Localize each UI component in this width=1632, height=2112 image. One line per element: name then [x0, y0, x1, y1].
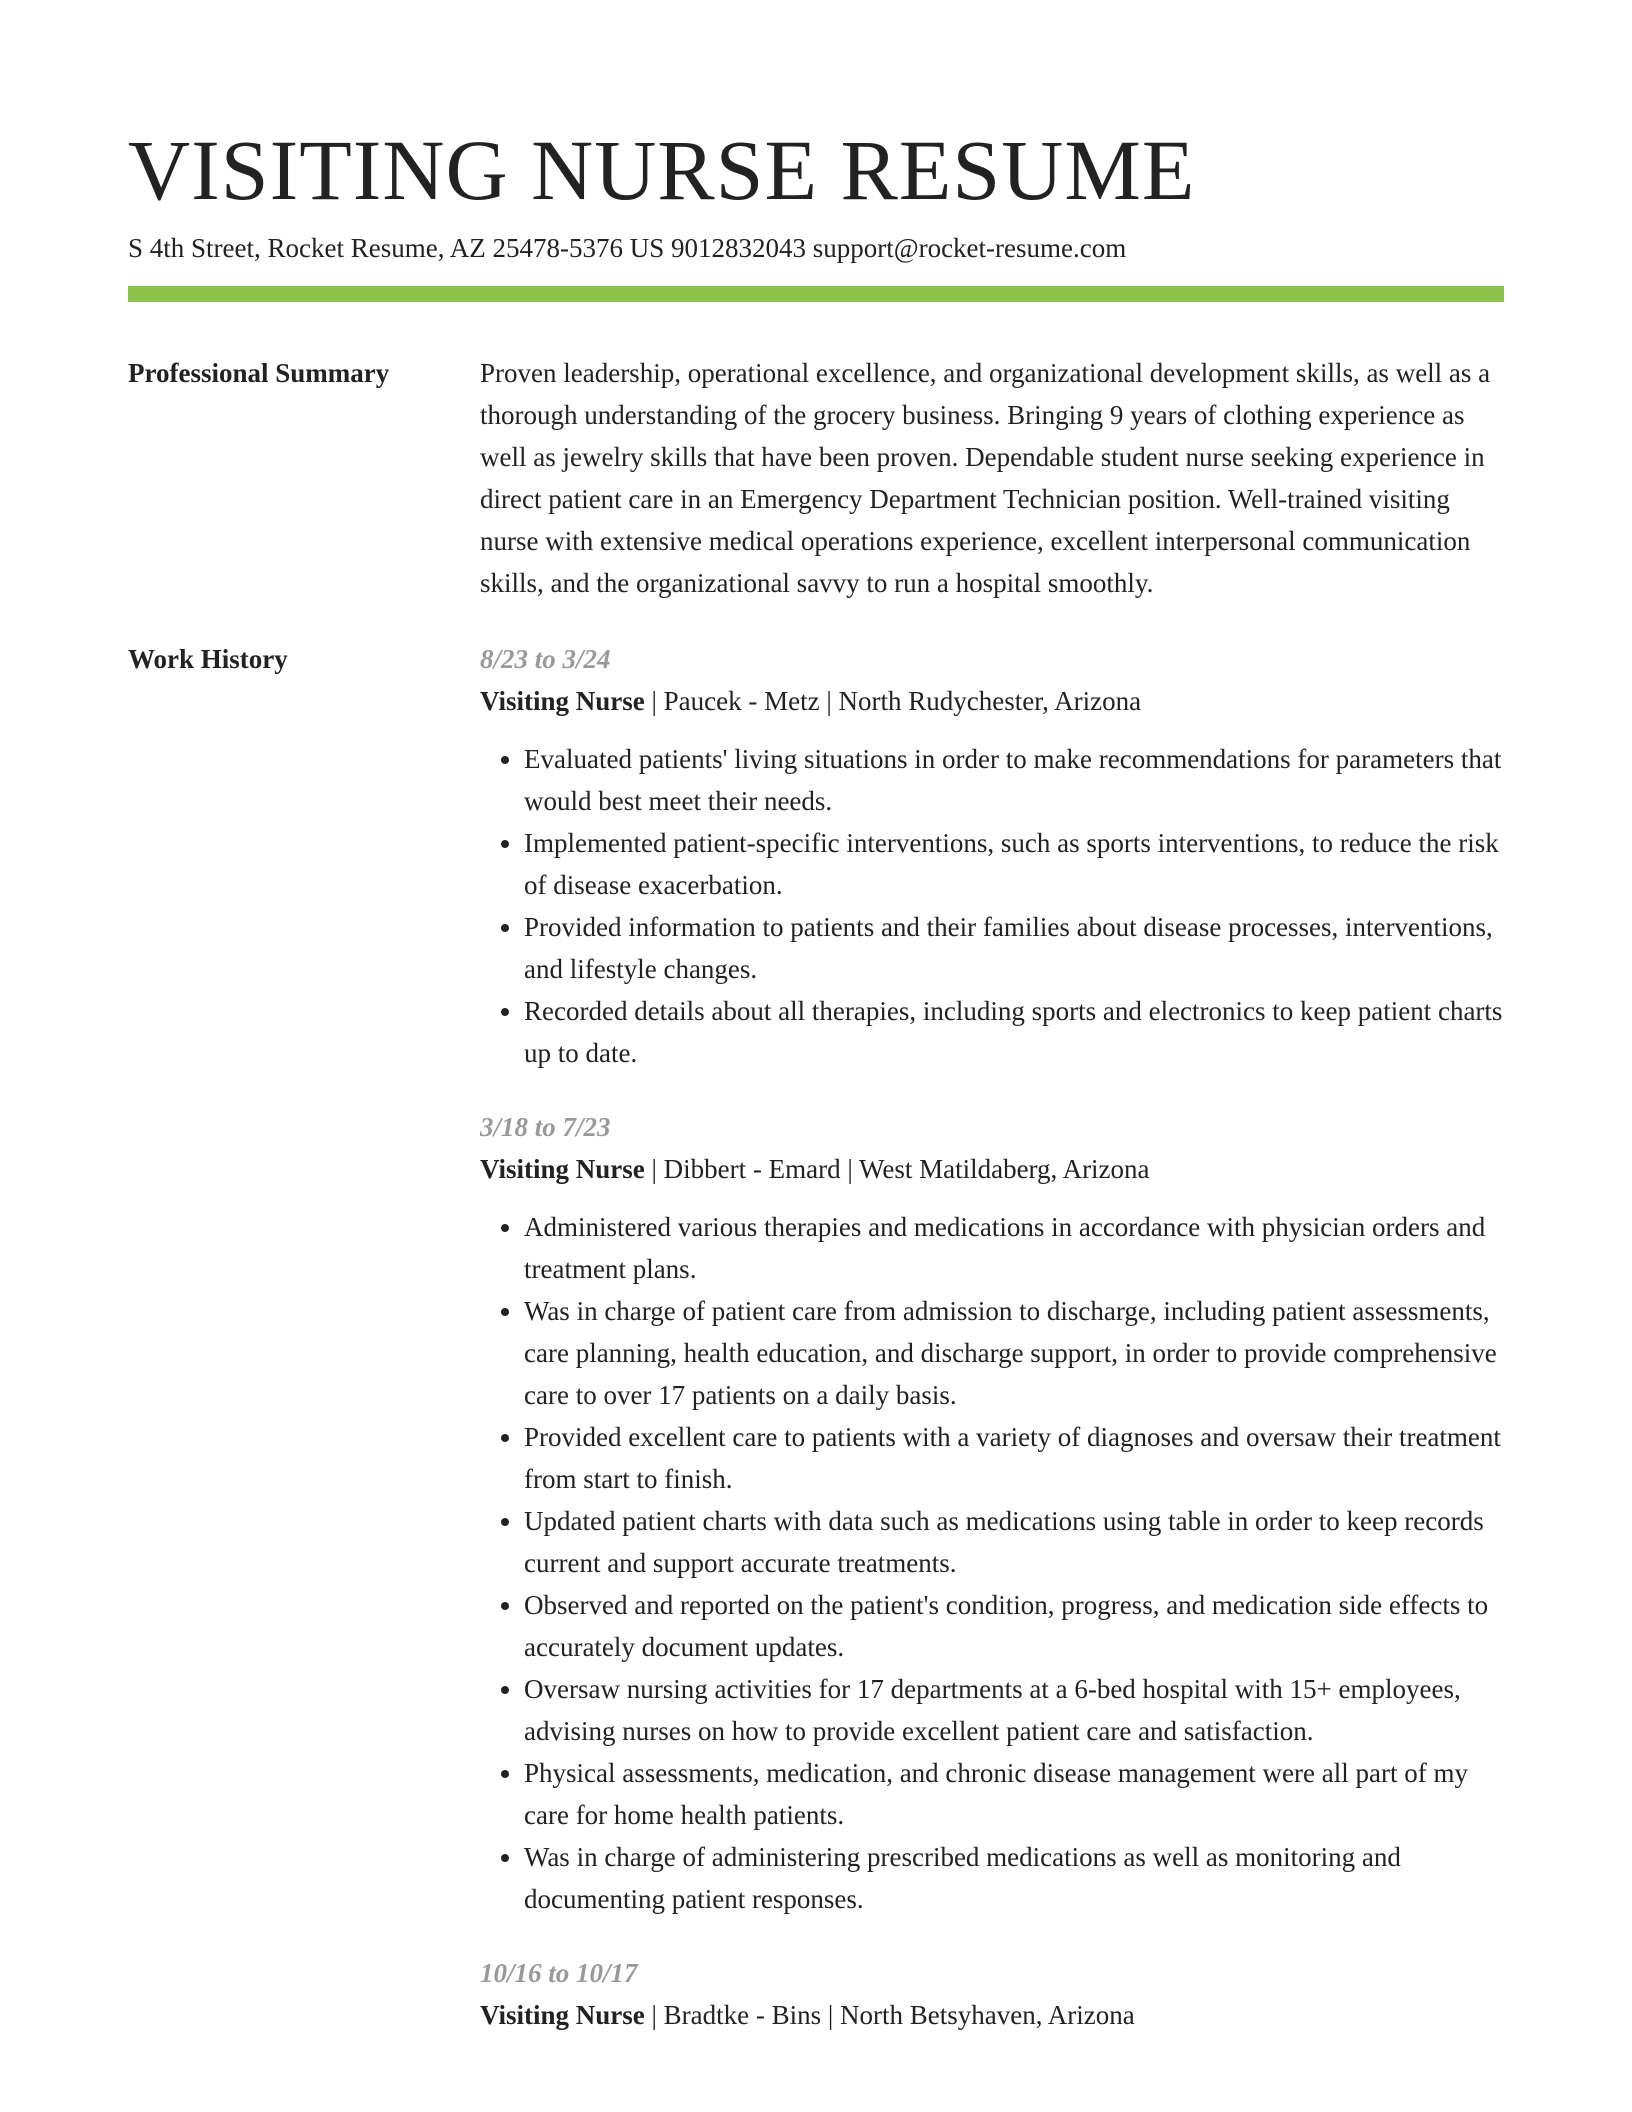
job-bullet: • Observed and reported on the patient's condition, progress, and medication side effects to accurately document updates.: [524, 1584, 1504, 1668]
job-title: Visiting Nurse: [480, 686, 645, 716]
job-bullet: • Provided excellent care to patients with a variety of diagnoses and oversaw their treatment from start to finish.: [524, 1416, 1504, 1500]
job-bullet: • Oversaw nursing activities for 17 departments at a 6-bed hospital with 15+ employees, advising nurses on how to provide excellent patient care and satisfaction.: [524, 1668, 1504, 1752]
summary-section: [128, 352, 1504, 604]
job-title: Visiting Nurse: [480, 2000, 645, 2030]
job-bullet: • Recorded details about all therapies, including sports and electronics to keep patient charts up to date.: [524, 990, 1504, 1074]
contact-line: S 4th Street, Rocket Resume, AZ 25478-5376 US 9012832043 support@rocket-resume.com: [128, 233, 1127, 263]
job-bullet: • Physical assessments, medication, and chronic disease management were all part of my care for home health patients.: [524, 1752, 1504, 1836]
job-dates: 10/16 to 10/17: [480, 1958, 638, 1988]
summary-text: Proven leadership, operational excellence, and organizational development skills, as well as a thorough understanding of the grocery business. Bringing 9 years of clothing experience as well as jewelry skills that have been proven. Dependable student nurse seeking experience in direct patient care in an Emergency Department Technician position. Well-trained visiting nurse with extensive medical operations experience, excellent interpersonal communication skills, and the organizational savvy to run a hospital smoothly.: [480, 358, 1491, 598]
job-bullet: • Evaluated patients' living situations in order to make recommendations for parameters that would best meet their needs.: [524, 738, 1504, 822]
job-entry: [480, 638, 1504, 1074]
job-heading: [480, 1148, 1504, 1190]
job-bullet: • Provided information to patients and their families about disease processes, interventions, and lifestyle changes.: [524, 906, 1504, 990]
job-details: | Dibbert - Emard | West Matildaberg, Arizona: [644, 1154, 1150, 1184]
page-title: VISITING NURSE RESUME: [128, 122, 1196, 218]
job-bullets: [480, 738, 1504, 1074]
job-dates: 8/23 to 3/24: [480, 644, 611, 674]
work-history-heading: Work History: [128, 644, 288, 674]
job-dates: 3/18 to 7/23: [480, 1112, 611, 1142]
job-bullet: • Was in charge of patient care from admission to discharge, including patient assessments, care planning, health education, and discharge support, in order to provide comprehensive care to over 17 patients on a daily basis.: [524, 1290, 1504, 1416]
job-list: [480, 638, 1504, 2068]
summary-heading: Professional Summary: [128, 358, 390, 388]
job-bullet: • Administered various therapies and medications in accordance with physician orders and treatment plans.: [524, 1206, 1504, 1290]
job-entry: [480, 1952, 1504, 2036]
job-details: | Paucek - Metz | North Rudychester, Arizona: [644, 686, 1142, 716]
job-heading: [480, 1994, 1504, 2036]
job-bullets: [480, 1206, 1504, 1920]
job-title: Visiting Nurse: [480, 1154, 645, 1184]
resume-page: [128, 120, 1504, 2068]
accent-divider: [128, 286, 1504, 302]
job-details: | Bradtke - Bins | North Betsyhaven, Arizona: [644, 2000, 1135, 2030]
job-bullet: • Was in charge of administering prescribed medications as well as monitoring and documenting patient responses.: [524, 1836, 1504, 1920]
job-entry: [480, 1106, 1504, 1920]
job-heading: [480, 680, 1504, 722]
job-bullet: • Updated patient charts with data such as medications using table in order to keep records current and support accurate treatments.: [524, 1500, 1504, 1584]
job-bullet: • Implemented patient-specific interventions, such as sports interventions, to reduce the risk of disease exacerbation.: [524, 822, 1504, 906]
work-history-section: [128, 638, 1504, 2068]
